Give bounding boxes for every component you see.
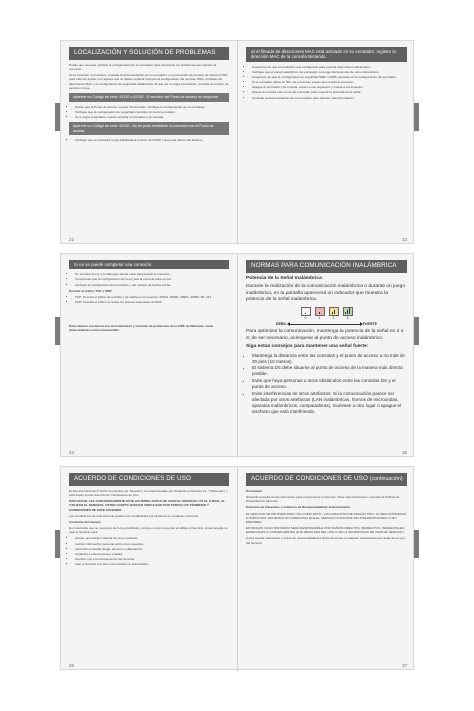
bullet-list (246, 65, 407, 100)
list-item: • acosar, amenazar o abusar de otros usuarios; (75, 536, 229, 540)
error-subheading: Aparece un Código de error: 52100 - No se pudo establecer la conexión con el Punto de acceso. (69, 122, 229, 135)
edge-tab (414, 530, 419, 558)
body-text: Usted acepta indemnizar y eximir de responsabilidad a Nintendo frente a cualquier reclamación que surja de su uso del Servicio. (246, 536, 405, 545)
edge-tab (414, 317, 419, 345)
ports-heading: Permitir el tráfico TCP y UDP: (69, 288, 113, 293)
list-item: • UDP: Permita el tráfico en todos los puertos superiores al 1024 (75, 300, 229, 304)
page-number: 23 (402, 237, 407, 242)
page-25 (238, 254, 415, 458)
signal-bars-icon (329, 307, 339, 316)
bullet-list (69, 105, 229, 120)
list-item: • Evite interferencias de otros artefactos. Si la comunicación parece ser afectada por otros artefactos (LAN inalámbricas, hornos de microondas, aparatos inalámbricos, computadoras), muévase a otro lugar o apague el artefacto que está interfiriendo. (252, 391, 407, 415)
edge-tab (55, 317, 60, 345)
error-subheading: Aparece un Código de error: 51330 o 52130 - El servidor del Punto de acceso no responde. (69, 93, 229, 102)
list-item: • Mantenga la distancia entre las consolas y el punto de acceso a no más de 30 pies (10 metros). (252, 353, 407, 365)
intro-text: Puede que necesite verificar la configuración de su enrutador para solucionar los problemas que impiden la conexión. (69, 62, 217, 72)
weak-label: DÉBIL (275, 322, 287, 327)
list-item: • Compruebe que la configuración del proxy sea la correcta para su red. (75, 277, 229, 281)
edge-tab (55, 103, 60, 131)
title-suffix: (continuación) (369, 476, 403, 482)
signal-bars-icon (301, 307, 311, 316)
page-number: 26 (69, 663, 74, 668)
list-item: • Verifique la configuración del enrutador y del módem de banda ancha. (75, 283, 229, 287)
page-23 (238, 41, 415, 245)
strong-label: FUERTE (362, 322, 378, 327)
body-text: Nintendo recopila cierta información para proporcionar el Servicio. Para más información, consulte la Política de Privacidad de Nintendo. (246, 495, 400, 504)
double-arrow-icon (289, 324, 361, 325)
signal-level-1 (315, 307, 325, 320)
section-heading: Si el filtrado de direcciones MAC está activado en su enrutador, registre la dirección MAC de la consola Nintendo. (246, 47, 407, 62)
support-note: Para obtener asistencia con la localización y solución de problemas de la CWF de Nintendo, visite www.nintendo.com/consumer/wfc. (69, 324, 214, 333)
list-item: • Evite que haya personas u otros obstáculos entre las consolas DS y el punto de acceso. (252, 378, 407, 390)
list-item: • Asegúrese de que la configuración de seguridad WEP o WPA coincida con la configuración del enrutador. (252, 75, 407, 79)
page-title (246, 473, 407, 486)
body-text: Es importante que se comporte de forma civilizada y cortés en todo momento al utilizar el Servicio. Usted acepta no usar el Servicio para: (69, 526, 228, 535)
rules-heading: Siga estas consejos para mantener una señal fuerte: (246, 344, 369, 350)
list-item: • TCP: Permita el tráfico de entrada y de salida en los puertos: 28910, 29900, 29901, 29920, 80, 443 (75, 295, 229, 299)
page-number: 24 (69, 450, 74, 455)
section-subheading: Exención de Garantías; Limitación de Responsabilidad; Indemnización (246, 505, 351, 510)
body-text: Durante la realización de la comunicación inalámbrica o durante un juego inalámbrico, en la pantalla aparecerá un indicador que muestra la potencia de la señal inalámbrica. (246, 284, 406, 303)
section-heading: Si no se puede completar una conexión. (69, 260, 229, 269)
list-item: • Mueva la consola más cerca del enrutador para mejorar la potencia de la señal. (252, 90, 407, 94)
list-item: • Un servidor proxy o cortafuegos puede estar bloqueando la conexión. (75, 272, 229, 276)
level-number: 2 (332, 316, 335, 321)
body-text: POR FAVOR, LEA CUIDADOSAMENTE ESTE ACUERDO ANTES DE USAR EL SERVICIO Y/O EL JUEGO. AL UTILIZAR EL SERVICIO, USTED ACEPTA QUEDAR VINCULADO POR TODOS LOS TÉRMINOS Y CONDICIONES DE ESTE ACUERDO. (69, 499, 226, 512)
page-22 (61, 41, 238, 245)
section-subheading: Privacidad (246, 488, 262, 493)
signal-bars-icon (315, 307, 325, 316)
body-text: EL SERVICIO SE PROPORCIONA "TAL COMO ESTÁ", SIN GARANTÍAS DE NINGÚN TIPO, YA SEAN EXPRESAS O IMPLÍCITAS. NINTENDO NO GARANTIZA QUE EL SERVICIO FUNCIONE SIN INTERRUPCIONES O SIN ERRORES. (246, 511, 407, 524)
page-number: 27 (402, 663, 407, 668)
section-subheading: Conducta del Usuario (69, 519, 101, 524)
level-number: 0 (304, 316, 307, 321)
edge-tab (414, 103, 419, 131)
list-item: • Puede que el Punto de acceso no esté funcionando. Verifique la configuración de su enrutador. (75, 105, 229, 109)
body-text: El Servicio Nintendo® Wi-Fi Connection (el "Servicio") es proporcionado por Nintendo of America Inc. ("Nintendo") y está sujeto a este Acuerdo de Condiciones de Uso. (69, 488, 228, 498)
list-item: • Si el enrutador utiliza un filtro de contenido, puede que impida la conexión. (252, 80, 407, 84)
page-number: 25 (402, 450, 407, 455)
page-number: 22 (69, 237, 74, 242)
page-24 (61, 254, 238, 458)
bullet-list (246, 353, 407, 416)
signal-level-2 (329, 307, 339, 320)
list-item: • Consulte la documentación de su enrutador para obtener más información. (252, 96, 407, 100)
bullet-list (69, 272, 229, 287)
body-text: Las condiciones de este Acuerdo pueden ser modificadas por Nintendo en cualquier momento. (69, 513, 200, 518)
spread-pages-24-25 (60, 253, 414, 457)
list-item: • El sistema DS debe situarse al punto de acceso de la manera más directa posible. (252, 365, 407, 377)
body-text: EN NINGÚN CASO NINTENDO SERÁ RESPONSABLE POR DAÑOS DIRECTOS, INDIRECTOS, INCIDENTALES, ESPECIALES O CONSECUENTES QUE RESULTEN DEL USO O DE LA INCAPACIDAD DE USAR EL SERVICIO. (246, 526, 406, 535)
body-text: Para optimizar la comunicación, mantenga la potencia de la señal en 2 o 3; de ser necesario, acérquese al punto de acceso inalámbrico. (246, 329, 404, 341)
list-item: • Asegúrese de que el enrutador esté configurado para permitir dispositivos adicionales. (252, 65, 407, 69)
signal-level-0 (301, 307, 311, 320)
level-number: 1 (318, 316, 321, 321)
list-item: • revelar información personal sobre otros usuarios; (75, 542, 229, 546)
title-text: ACUERDO DE CONDICIONES DE USO (251, 475, 368, 482)
signal-scale (246, 322, 407, 326)
list-item: • Verifique que el enrutador tenga habilitada la función de DHCP y que esté dentro del alcance. (75, 138, 229, 142)
signal-heading: Potencia de la Señal Inalámbrica (246, 275, 322, 281)
signal-strength-gauge (246, 307, 407, 320)
bullet-list (69, 536, 229, 566)
spread-pages-26-27 (60, 466, 414, 670)
signal-level-3 (343, 307, 353, 320)
list-item: • Si no logra conectarse, intente reiniciar el enrutador y la consola. (75, 115, 229, 119)
bullet-list (69, 295, 229, 304)
page-27 (238, 467, 415, 671)
list-item: • Verifique que el canal inalámbrico del enrutador no tenga interferencias de otros dispositivos. (252, 70, 407, 74)
level-number: 3 (346, 316, 349, 321)
list-item: • Verifique que la configuración de seguridad coincida con la del enrutador. (75, 110, 229, 114)
bullet-list (69, 138, 229, 142)
list-item: • suplantar a otra persona o entidad; (75, 552, 229, 556)
edge-tab (55, 530, 60, 558)
list-item: • Apague el enrutador y la consola, espere unos segundos y vuelva a encenderlos. (252, 85, 407, 89)
page-title: ACUERDO DE CONDICIONES DE USO (69, 473, 229, 486)
page-title: NORMAS PARA COMUNICACIÓN INALÁMBRICA (246, 260, 407, 273)
page-title: LOCALIZACIÓN Y SOLUCIÓN DE PROBLEMAS (69, 47, 229, 60)
list-item: • transmitir contenido ilegal, obsceno o difamatorio; (75, 547, 229, 551)
list-item: • interferir con el funcionamiento del Servicio; (75, 557, 229, 561)
page-26 (61, 467, 238, 671)
signal-bars-icon (343, 307, 353, 316)
list-item: • usar el Servicio con fines comerciales no autorizados. (75, 562, 229, 566)
spread-pages-22-23 (60, 40, 414, 244)
body-text: Si su conexión no funciona, consulte la documentación de su enrutador o su proveedor de servicio de Internet (ISP) para obtener ayuda. Los ajustes que se deben verificar incluyen la configuración del servidor DNS, el filtrado de direcciones MAC y la configuración de seguridad inalámbrica. Si aun así no logra conectarse, consulte la sección de ayuda en línea. (69, 73, 229, 90)
